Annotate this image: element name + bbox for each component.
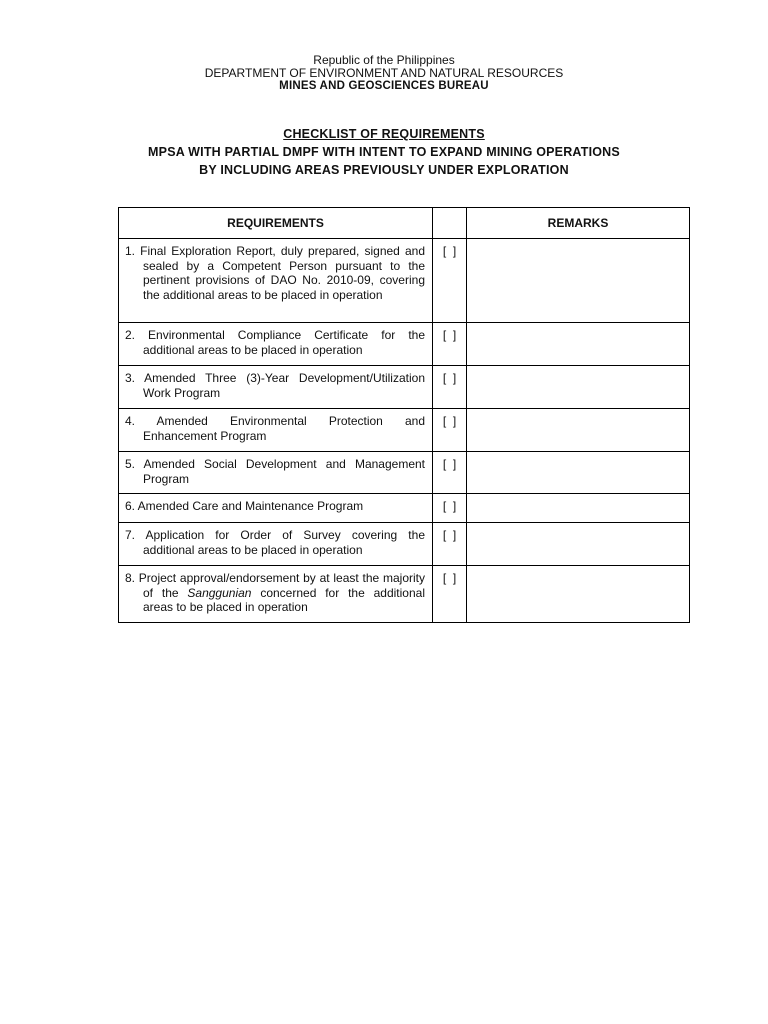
table-row [119, 323, 690, 366]
table-row [119, 366, 690, 409]
remarks-cell-6[interactable] [467, 494, 690, 523]
requirement-item-1: 1. Final Exploration Report, duly prepared, signed and sealed by a Competent Person pursuant to the pertinent provisions of DAO No. 2010-09, covering the additional areas to be placed in operation [119, 239, 433, 323]
table-row [119, 566, 690, 623]
remarks-cell-8[interactable] [467, 566, 690, 623]
table-row [119, 239, 690, 323]
requirement-item-6: 6. Amended Care and Maintenance Program [119, 494, 433, 523]
checkbox-6[interactable]: [ ] [433, 494, 467, 523]
requirement-item-5: 5. Amended Social Development and Management Program [119, 452, 433, 494]
sanggunian-italic: Sanggunian [187, 585, 252, 600]
requirement-item-2: 2. Environmental Compliance Certificate for the additional areas to be placed in operation [119, 323, 433, 366]
remarks-cell-1[interactable] [467, 239, 690, 323]
check-column-header [433, 208, 467, 239]
document-header [0, 54, 768, 93]
requirement-item-7: 7. Application for Order of Survey covering the additional areas to be placed in operation [119, 523, 433, 566]
checkbox-8[interactable]: [ ] [433, 566, 467, 623]
table-row [119, 523, 690, 566]
requirement-item-3: 3. Amended Three (3)-Year Development/Utilization Work Program [119, 366, 433, 409]
document-titles [0, 125, 768, 179]
header-republic: Republic of the Philippines [313, 53, 455, 67]
checkbox-4[interactable]: [ ] [433, 409, 467, 452]
checklist-subtitle-2: BY INCLUDING AREAS PREVIOUSLY UNDER EXPLORATION [199, 163, 569, 177]
requirements-table [118, 207, 690, 623]
header-department: DEPARTMENT OF ENVIRONMENT AND NATURAL RESOURCES [204, 66, 564, 80]
table-header-row [119, 208, 690, 239]
remarks-cell-2[interactable] [467, 323, 690, 366]
requirement-item-4: 4. Amended Environmental Protection and Enhancement Program [119, 409, 433, 452]
checklist-subtitle-1: MPSA WITH PARTIAL DMPF WITH INTENT TO EXPAND MINING OPERATIONS [148, 145, 620, 159]
checkbox-7[interactable]: [ ] [433, 523, 467, 566]
remarks-column-header: REMARKS [467, 208, 690, 239]
checkbox-5[interactable]: [ ] [433, 452, 467, 494]
table-row [119, 452, 690, 494]
table-row [119, 409, 690, 452]
remarks-cell-5[interactable] [467, 452, 690, 494]
table-row [119, 494, 690, 523]
checkbox-3[interactable]: [ ] [433, 366, 467, 409]
header-bureau: MINES AND GEOSCIENCES BUREAU [279, 80, 489, 92]
checklist-title: CHECKLIST OF REQUIREMENTS [283, 127, 485, 141]
remarks-cell-3[interactable] [467, 366, 690, 409]
remarks-cell-4[interactable] [467, 409, 690, 452]
checkbox-2[interactable]: [ ] [433, 323, 467, 366]
checkbox-1[interactable]: [ ] [433, 239, 467, 323]
requirements-column-header: REQUIREMENTS [119, 208, 433, 239]
remarks-cell-7[interactable] [467, 523, 690, 566]
requirement-item-8: 8. Project approval/endorsement by at least the majority of the Sanggunian concerned for the additional areas to be placed in operation [119, 566, 433, 623]
